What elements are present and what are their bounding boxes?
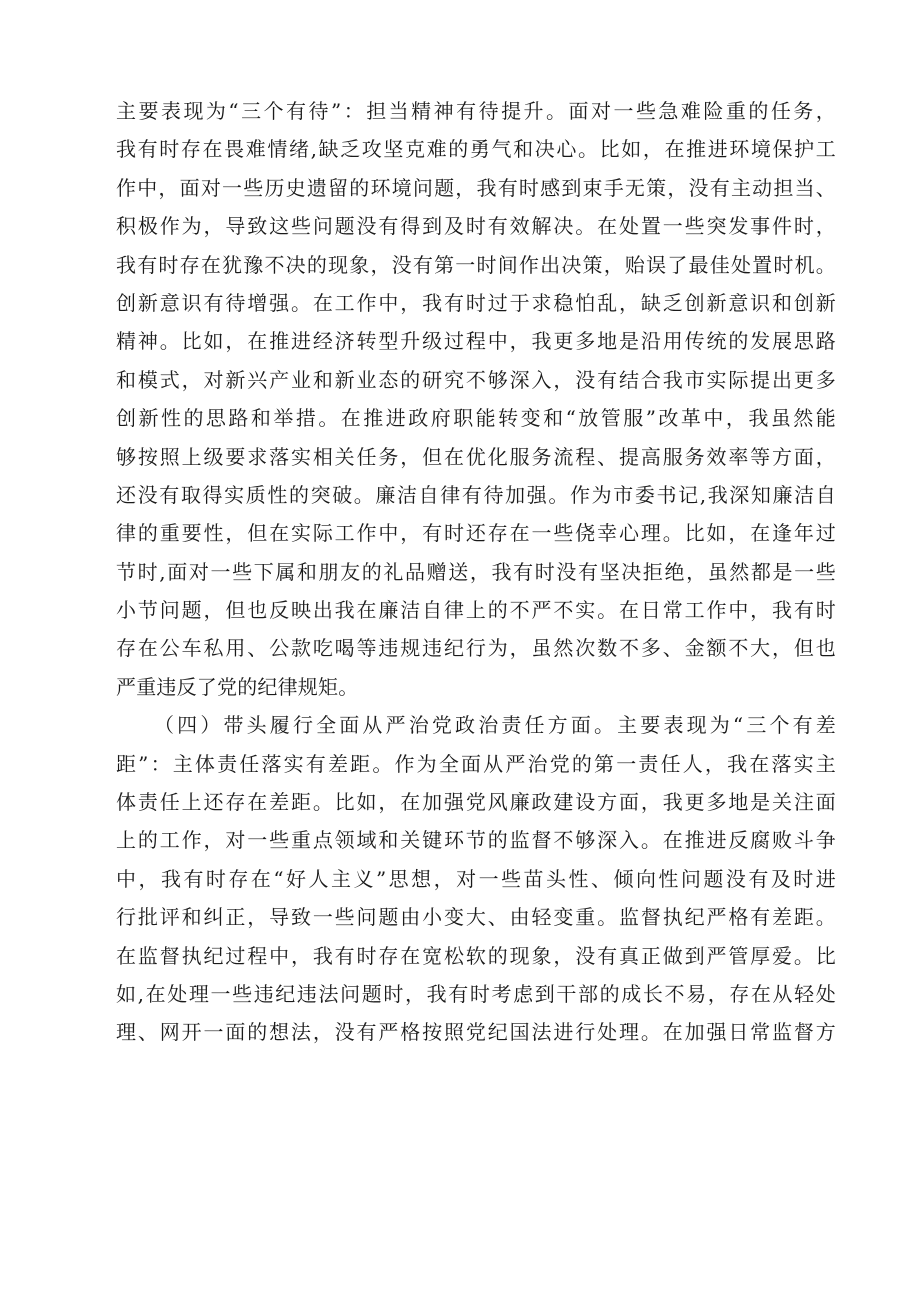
text-line: 节时,面对一些下属和朋友的礼品赠送，我有时没有坚决拒绝，虽然都是一些 xyxy=(116,559,836,584)
text-line: 作中，面对一些历史遗留的环境问题，我有时感到束手无策，没有主动担当、 xyxy=(116,175,836,200)
text-line: 创新意识有待增强。在工作中，我有时过于求稳怕乱，缺乏创新意识和创新 xyxy=(116,290,836,315)
section-heading-line: （四）带头履行全面从严治党政治责任方面。主要表现为“三个有差 xyxy=(154,713,836,738)
text-line: 创新性的思路和举措。在推进政府职能转变和“放管服”改革中，我虽然能 xyxy=(116,406,836,431)
text-line: 理、网开一面的想法，没有严格按照党纪国法进行处理。在加强日常监督方 xyxy=(116,1020,836,1045)
text-line: 我有时存在畏难情绪,缺乏攻坚克难的勇气和决心。比如，在推进环境保护工 xyxy=(116,137,836,162)
text-line: 体责任上还存在差距。比如，在加强党风廉政建设方面，我更多地是关注面 xyxy=(116,790,836,815)
text-line: 律的重要性，但在实际工作中，有时还存在一些侥幸心理。比如，在逢年过 xyxy=(116,521,836,546)
text-line: 主要表现为“三个有待”：担当精神有待提升。面对一些急难险重的任务， xyxy=(116,99,836,123)
text-line: 精神。比如，在推进经济转型升级过程中，我更多地是沿用传统的发展思路 xyxy=(116,329,836,354)
text-line: 我有时存在犹豫不决的现象，没有第一时间作出决策，贻误了最佳处置时机。 xyxy=(116,252,836,277)
text-line: 存在公车私用、公款吃喝等违规违纪行为，虽然次数不多、金额不大，但也 xyxy=(116,636,836,661)
text-line: 距”：主体责任落实有差距。作为全面从严治党的第一责任人，我在落实主 xyxy=(116,751,836,776)
text-line: 在监督执纪过程中，我有时存在宽松软的现象，没有真正做到严管厚爱。比 xyxy=(116,943,836,968)
text-line: 够按照上级要求落实相关任务，但在优化服务流程、提高服务效率等方面， xyxy=(116,444,836,469)
text-line: 上的工作，对一些重点领域和关键环节的监督不够深入。在推进反腐败斗争 xyxy=(116,828,836,853)
text-line: 小节问题，但也反映出我在廉洁自律上的不严不实。在日常工作中，我有时 xyxy=(116,598,836,623)
text-line: 积极作为，导致这些问题没有得到及时有效解决。在处置一些突发事件时， xyxy=(116,214,836,239)
text-line: 和模式，对新兴产业和新业态的研究不够深入，没有结合我市实际提出更多 xyxy=(116,367,836,392)
text-line: 如,在处理一些违纪违法问题时，我有时考虑到干部的成长不易，存在从轻处 xyxy=(116,981,836,1006)
text-line: 行批评和纠正，导致一些问题由小变大、由轻变重。监督执纪严格有差距。 xyxy=(116,905,836,930)
body-text xyxy=(116,92,836,1052)
text-line: 中，我有时存在“好人主义”思想，对一些苗头性、倾向性问题没有及时进 xyxy=(116,866,836,891)
text-line: 还没有取得实质性的突破。廉洁自律有待加强。作为市委书记,我深知廉洁自 xyxy=(116,482,836,507)
paragraph-end-line: 严重违反了党的纪律规矩。 xyxy=(116,674,359,699)
